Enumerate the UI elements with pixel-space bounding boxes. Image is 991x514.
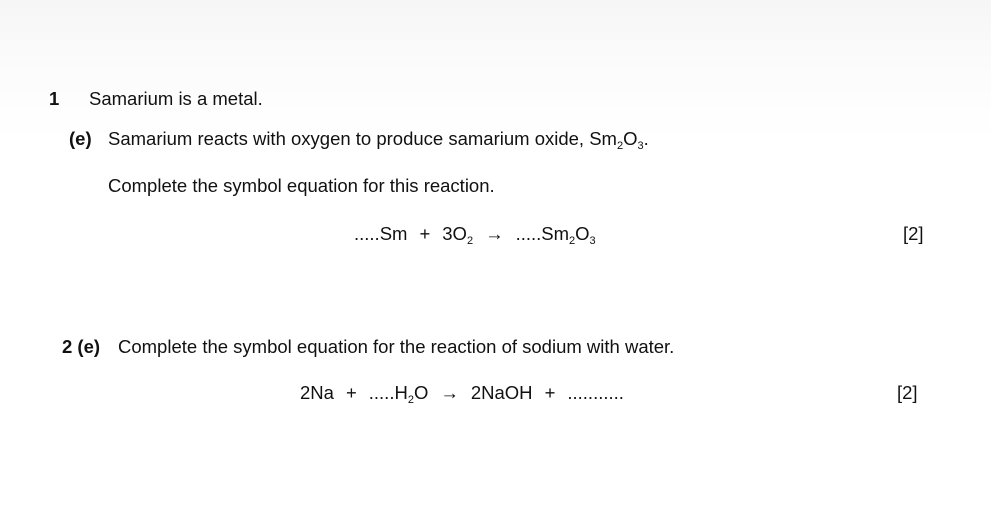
answer-blank: ...........	[567, 382, 624, 403]
answer-blank: .....	[368, 382, 395, 403]
question-2e-label: 2 (e)	[62, 336, 101, 357]
answer-blank: .....	[354, 223, 380, 244]
question-1e-label: (e)	[69, 128, 92, 149]
reaction-arrow: →	[440, 382, 459, 403]
question-1e-marks: [2]	[903, 223, 924, 244]
question-1e-instruction: Complete the symbol equation for this reaction.	[108, 175, 495, 196]
question-2e-instruction: Complete the symbol equation for the reaction of sodium with water.	[118, 336, 675, 357]
question-2e-marks: [2]	[897, 382, 918, 403]
samarium-oxide-formula: $Sm_2O_3$	[589, 128, 644, 152]
question-1-number: 1	[49, 88, 60, 109]
answer-blank: .....	[515, 223, 542, 244]
question-1e-equation: $.....Sm + 3O_2 \to .....Sm_2O_3$	[354, 223, 596, 247]
reaction-arrow: →	[485, 223, 504, 244]
question-1-stem: Samarium is a metal.	[89, 88, 263, 109]
question-2e-equation: $2Na + .....H_2O$ → 2NaOH + ...........	[300, 382, 624, 406]
question-1e-text: Samarium reacts with oxygen to produce samarium oxide, $Sm_2O_3$.	[108, 128, 649, 152]
